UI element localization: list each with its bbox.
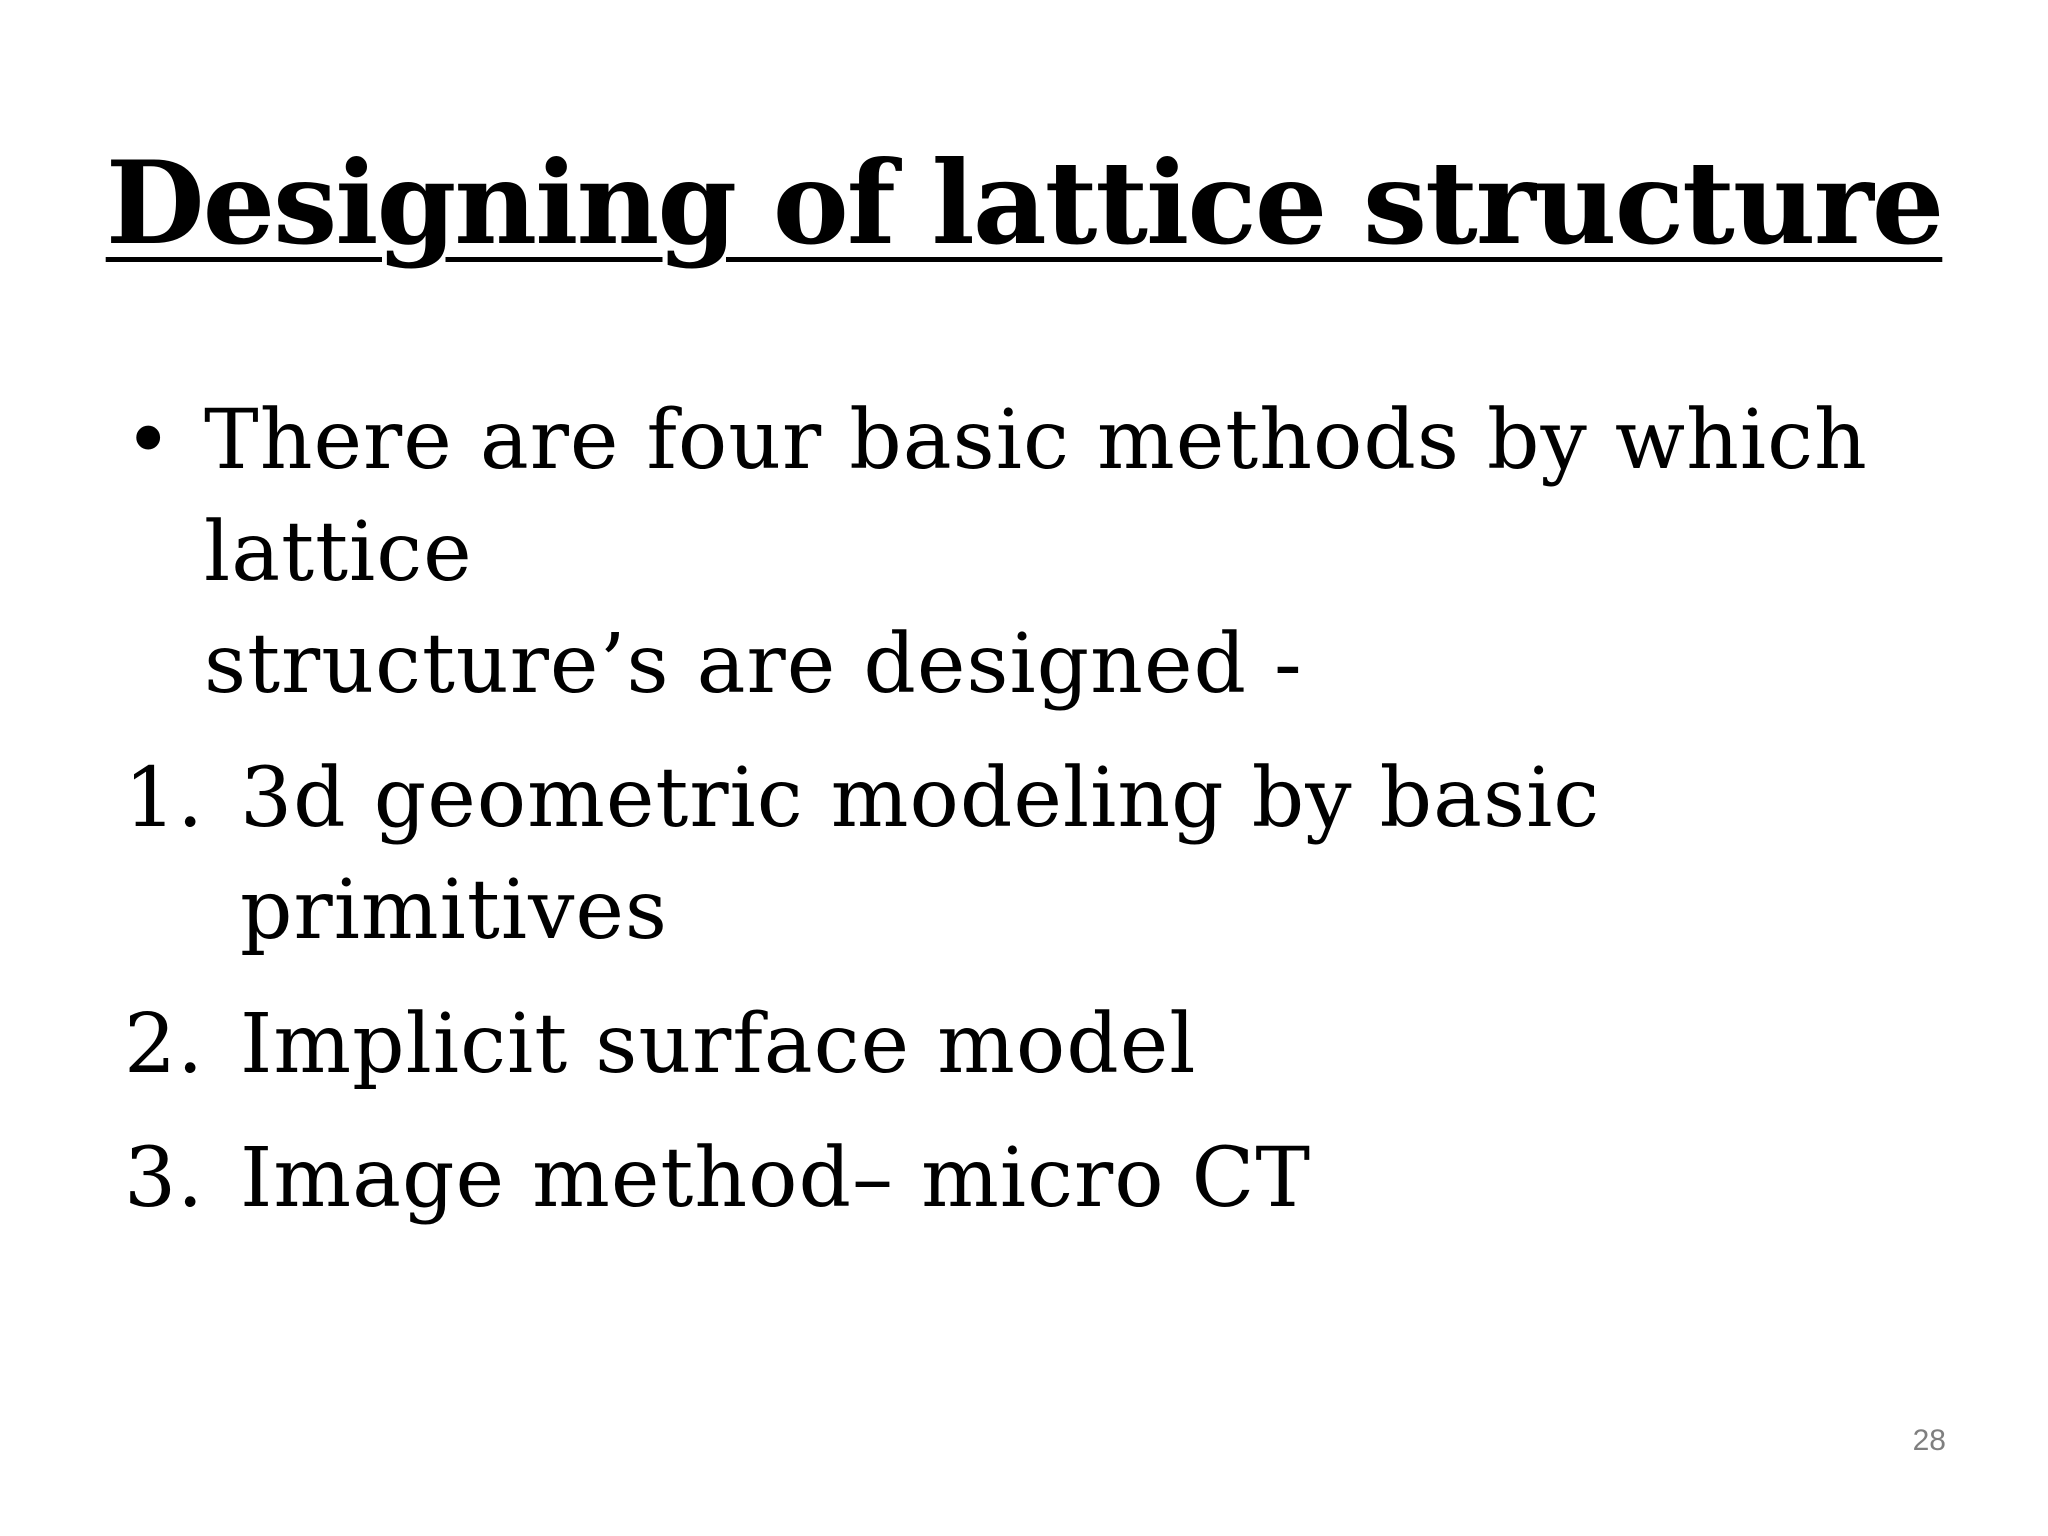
item-text: Image method– micro CT xyxy=(240,1131,1312,1226)
numbered-item-2 xyxy=(124,989,1984,1101)
slide-title: Designing of lattice structure xyxy=(105,136,1943,270)
bullet-icon: • xyxy=(124,393,174,488)
numbered-item-3 xyxy=(124,1123,1984,1235)
bullet-item xyxy=(124,385,1984,721)
bullet-text-line-2: structure’s are designed - xyxy=(204,617,1303,712)
item-number: 1. xyxy=(124,751,205,846)
bullet-text-line-1: There are four basic methods by which lattice xyxy=(204,393,1868,600)
item-number: 2. xyxy=(124,997,205,1092)
item-text: 3d geometric modeling by basic primitives xyxy=(240,751,1601,958)
item-number: 3. xyxy=(124,1131,205,1226)
numbered-item-1 xyxy=(124,743,1984,967)
slide-body xyxy=(124,385,1984,1235)
page-number: 28 xyxy=(1912,1424,1946,1457)
item-text: Implicit surface model xyxy=(240,997,1197,1092)
